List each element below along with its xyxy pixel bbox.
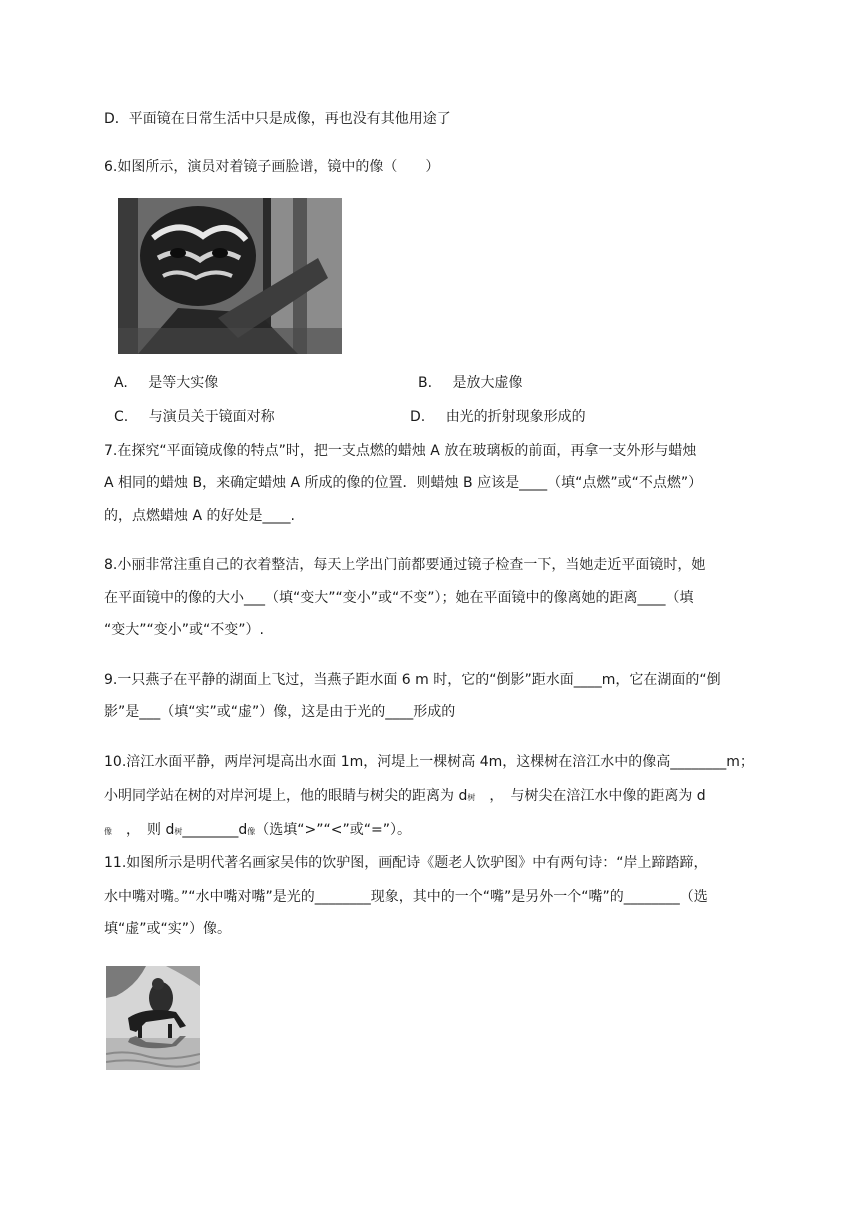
donkey-painting-image: [106, 966, 200, 1070]
q10-line-2: [104, 785, 706, 809]
q10-line-3-mid: ， 则 d: [112, 822, 175, 838]
option-text: 是放大虚像: [452, 375, 523, 391]
q11-donkey-painting: [106, 966, 200, 1070]
q10-line-2-text: 小明同学站在树的对岸河堤上，他的眼睛与树尖的距离为 d: [104, 788, 468, 804]
q10-line-3-blank: ________d: [182, 822, 248, 838]
q10-line-2-end: ， 与树尖在涪江水中像的距离为 d: [475, 788, 706, 804]
q10-line-3-end: （选填“>”“<”或“=”）。: [255, 822, 411, 838]
option-text: 与演员关于镜面对称: [148, 409, 275, 425]
q6-option-a: [114, 372, 218, 394]
q8-line-2: 在平面镜中的像的大小___（填“变大”“变小”或“不变”）；她在平面镜中的像离她的距离____（填: [104, 590, 694, 606]
q6-mask-mirror-photo: [118, 198, 342, 354]
subscript-image: 像: [247, 827, 256, 836]
subscript-tree: 树: [467, 793, 476, 802]
subscript-image: 像: [104, 827, 112, 836]
option-letter: A.: [114, 375, 128, 391]
q6-option-c: [114, 406, 275, 428]
q9-line-2: 影”是___（填“实”或“虚”）像，这是由于光的____形成的: [104, 704, 456, 720]
q8-line-1: 8.小丽非常注重自己的衣着整洁，每天上学出门前都要通过镜子检查一下，当她走近平面镜时，她: [104, 557, 706, 573]
q10-line-3: [104, 819, 411, 843]
option-text: 是等大实像: [148, 375, 219, 391]
q7-line-2: A 相同的蜡烛 B，来确定蜡烛 A 所成的像的位置．则蜡烛 B 应该是____（填“点燃”或“不点燃”）: [104, 475, 703, 491]
q11-line-2: 水中嘴对嘴。”“水中嘴对嘴”是光的________现象，其中的一个“嘴”是另外一个“嘴”的________（选: [104, 889, 708, 905]
q7-line-3: 的，点燃蜡烛 A 的好处是____.: [104, 508, 295, 524]
q6-option-b: [418, 372, 523, 394]
q10-line-1: 10.涪江水面平静，两岸河堤高出水面 1m，河堤上一棵树高 4m，这棵树在涪江水中的像高________m；: [104, 754, 754, 770]
q11-line-3: 填“虚”或“实”）像。: [104, 921, 232, 937]
option-text: 由光的折射现象形成的: [445, 409, 586, 425]
option-letter: B.: [418, 375, 433, 391]
q7-line-1: 7.在探究“平面镜成像的特点”时，把一支点燃的蜡烛 A 放在玻璃板的前面，再拿一支外形与蜡烛: [104, 443, 697, 459]
option-letter: C.: [114, 409, 129, 425]
subscript-tree: 树: [174, 827, 183, 836]
option-letter: D.: [410, 409, 426, 425]
mask-mirror-photo-image: [118, 198, 342, 354]
q11-line-1: 11.如图所示是明代著名画家吴伟的饮驴图，画配诗《题老人饮驴图》中有两句诗：“岸上蹄踏蹄，: [104, 855, 708, 871]
q8-line-3: “变大”“变小”或“不变”）.: [104, 622, 264, 638]
q6-stem: 6.如图所示，演员对着镜子画脸谱，镜中的像（ ）: [104, 159, 440, 175]
q5-option-d: D．平面镜在日常生活中只是成像，再也没有其他用途了: [104, 111, 451, 127]
q6-option-d: [410, 406, 586, 428]
q9-line-1: 9.一只燕子在平静的湖面上飞过，当燕子距水面 6 m 时，它的“倒影”距水面____m，它在湖面的“倒: [104, 672, 721, 688]
